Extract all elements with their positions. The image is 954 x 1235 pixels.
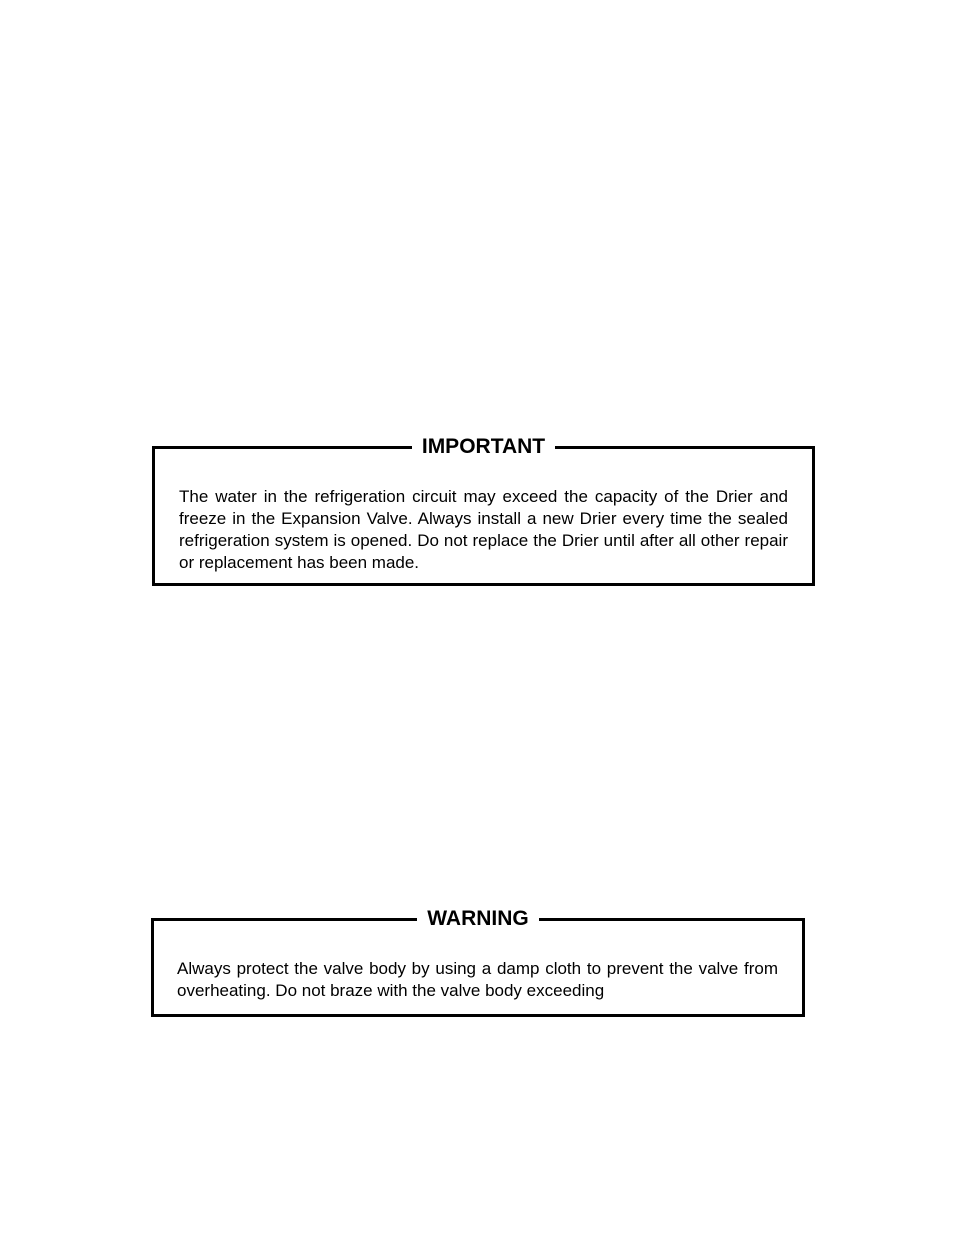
important-notice-box [152,435,815,586]
warning-notice-title [154,908,802,930]
important-notice-title [155,436,812,458]
warning-notice-text: Always protect the valve body by using a damp cloth to prevent the valve from overheating. Do not braze with the valve body exceeding [177,959,778,1000]
warning-notice-box [151,907,805,1017]
warning-notice-heading: WARNING [417,908,539,930]
important-notice-text: The water in the refrigeration circuit may exceed the capacity of the Drier and freeze in the Expansion Valve. Always install a new Drier every time the sealed refrigeration system is opened. Do not replace the Drier until after all other repair or replacement has been made. [179,487,788,572]
important-notice-heading: IMPORTANT [412,436,555,458]
